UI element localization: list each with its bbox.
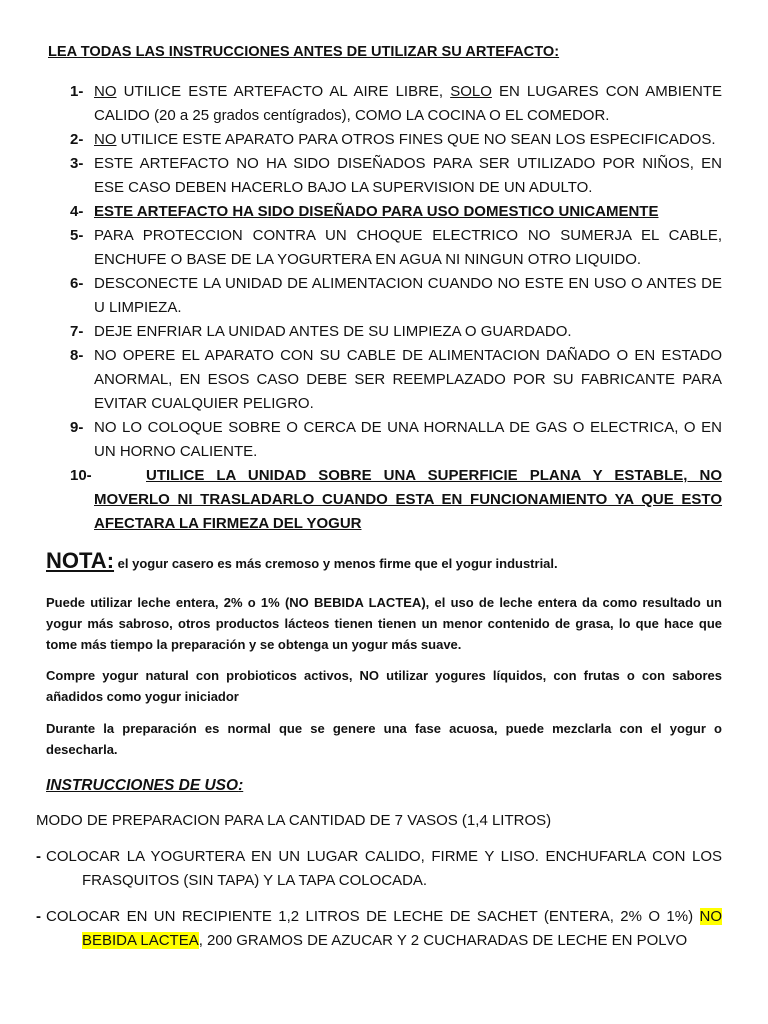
step-bullet: - — [36, 908, 41, 925]
rule-number: 7- — [70, 323, 84, 340]
text-segment: NO OPERE EL APARATO CON SU CABLE DE ALIMENTACION DAÑADO O EN ESTADO ANORMAL, EN ESOS CASO DEBE SER REEMPLAZADO POR SU FABRICANTE PARA EVITAR CUALQUIER PELIGRO. — [94, 347, 722, 412]
nota-label: NOTA: — [46, 548, 115, 573]
text-segment: UTILICE ESTE ARTEFACTO AL AIRE LIBRE, — [116, 83, 451, 100]
usage-step — [36, 905, 722, 953]
paragraph-yogurt-starter: Compre yogur natural con probioticos activos, NO utilizar yogures líquidos, con frutas o con sabores añadidos como yogur iniciador — [46, 668, 722, 704]
rule-number: 5- — [70, 227, 84, 244]
highlighted-text: NO BEBIDA LACTEA — [82, 908, 722, 949]
rule-item — [48, 200, 722, 224]
rule-number: 10- — [70, 467, 92, 484]
rule-item — [48, 464, 722, 536]
usage-title-colon: : — [238, 777, 244, 794]
text-segment: COLOCAR LA YOGURTERA EN UN LUGAR CALIDO, FIRME Y LISO. ENCHUFARLA CON LOS FRASQUITOS (SIN TAPA) Y LA TAPA COLOCADA. — [46, 848, 722, 889]
usage-title-text: INSTRUCCIONES DE USO — [46, 777, 239, 794]
text-segment: UTILICE ESTE APARATO PARA OTROS FINES QUE NO SEAN LOS ESPECIFICADOS. — [116, 131, 716, 148]
rule-number: 2- — [70, 131, 84, 148]
rule-item — [48, 152, 722, 200]
text-segment: EN LUGARES CON AMBIENTE CALIDO (20 a 25 grados centígrados), COMO LA COCINA O EL COMEDOR. — [94, 83, 722, 124]
rule-item — [48, 224, 722, 272]
step-bullet: - — [36, 848, 41, 865]
rule-number: 3- — [70, 155, 84, 172]
text-segment: COLOCAR EN UN RECIPIENTE 1,2 LITROS DE LECHE DE SACHET (ENTERA, 2% O 1%) — [46, 908, 700, 925]
text-segment: NO — [94, 131, 117, 148]
paragraph-milk: Puede utilizar leche entera, 2% o 1% (NO BEBIDA LACTEA), el uso de leche entera da como resultado un yogur más sabroso, otros productos lácteos tienen tienen un menor contenido de grasa, lo que hace que tome más tiempo la preparación y se obtenga un yogur más suave. — [46, 595, 722, 652]
nota-text: el yogur casero es más cremoso y menos firme que el yogur industrial. — [114, 556, 558, 571]
text-segment: DEJE ENFRIAR LA UNIDAD ANTES DE SU LIMPIEZA O GUARDADO. — [94, 323, 572, 340]
text-segment: NO LO COLOQUE SOBRE O CERCA DE UNA HORNALLA DE GAS O ELECTRICA, O EN UN HORNO CALIENTE. — [94, 419, 722, 460]
text-segment: , 200 GRAMOS DE AZUCAR Y 2 CUCHARADAS DE LECHE EN POLVO — [198, 932, 688, 949]
usage-step — [36, 845, 722, 893]
preparation-mode: MODO DE PREPARACION PARA LA CANTIDAD DE 7 VASOS (1,4 LITROS) — [36, 812, 552, 829]
safety-rules-list — [48, 80, 722, 536]
rule-number: 1- — [70, 83, 84, 100]
step-text — [36, 845, 722, 893]
text-segment: ESTE ARTEFACTO HA SIDO DISEÑADO PARA USO DOMESTICO UNICAMENTE — [94, 203, 659, 220]
usage-instructions-title — [46, 777, 243, 795]
text-segment: NO — [94, 83, 117, 100]
text-segment: DESCONECTE LA UNIDAD DE ALIMENTACION CUANDO NO ESTE EN USO O ANTES DE U LIMPIEZA. — [94, 275, 722, 316]
rule-number: 8- — [70, 347, 84, 364]
nota-line — [46, 548, 726, 574]
rule-number: 4- — [70, 203, 84, 220]
rule-number: 9- — [70, 419, 84, 436]
rule-item — [48, 128, 722, 152]
text-segment: SOLO — [450, 83, 492, 100]
rule-item — [48, 344, 722, 416]
step-text — [36, 905, 722, 953]
page-heading: LEA TODAS LAS INSTRUCCIONES ANTES DE UTILIZAR SU ARTEFACTO: — [48, 44, 560, 60]
text-segment: UTILICE LA UNIDAD SOBRE UNA SUPERFICIE PLANA Y ESTABLE, NO MOVERLO NI TRASLADARLO CUANDO ESTA EN FUNCIONAMIENTO YA QUE ESTO AFECTARA LA FIRMEZA DEL YOGUR — [94, 467, 722, 532]
text-segment: ESTE ARTEFACTO NO HA SIDO DISEÑADOS PARA SER UTILIZADO POR NIÑOS, EN ESE CASO DEBEN HACERLO BAJO LA SUPERVISION DE UN ADULTO. — [94, 155, 722, 196]
rule-item — [48, 80, 722, 128]
rule-number: 6- — [70, 275, 84, 292]
rule-item — [48, 272, 722, 320]
paragraph-watery-phase: Durante la preparación es normal que se genere una fase acuosa, puede mezclarla con el yogur o desecharla. — [46, 721, 722, 757]
text-segment: PARA PROTECCION CONTRA UN CHOQUE ELECTRICO NO SUMERJA EL CABLE, ENCHUFE O BASE DE LA YOGURTERA EN AGUA NI NINGUN OTRO LIQUIDO. — [94, 227, 722, 268]
rule-item — [48, 416, 722, 464]
rule-item — [48, 320, 722, 344]
